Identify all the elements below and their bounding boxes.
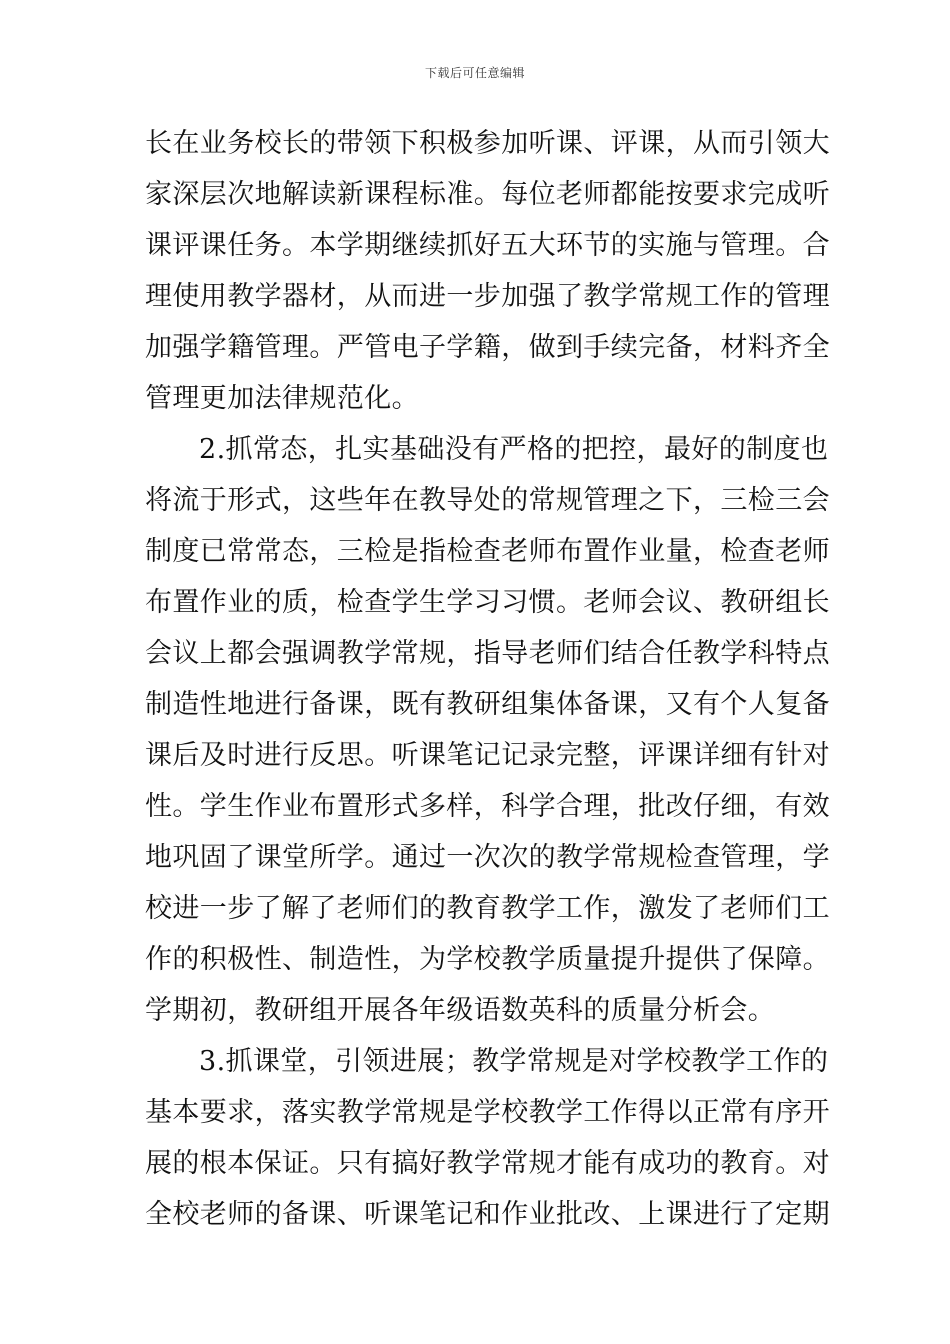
text-line: 性。学生作业布置形式多样，科学合理，批改仔细，有效 <box>145 791 830 822</box>
text-line: 课后及时进行反思。听课笔记记录完整，评课详细有针对 <box>145 740 830 771</box>
text-line: 会议上都会强调教学常规，指导老师们结合任教学科特点 <box>145 638 830 669</box>
paragraph-first-line: 3.抓课堂，引领进展；教学常规是对学校教学工作的 <box>199 1046 829 1077</box>
text-line: 制造性地进行备课，既有教研组集体备课，又有个人复备 <box>145 689 830 720</box>
text-line: 地巩固了课堂所学。通过一次次的教学常规检查管理，学 <box>145 842 830 873</box>
text-line: 校进一步了解了老师们的教育教学工作，激发了老师们工 <box>145 893 830 924</box>
text-line: 布置作业的质，检查学生学习习惯。老师会议、教研组长 <box>145 587 830 618</box>
text-line: 长在业务校长的带领下积极参加听课、评课，从而引领大 <box>145 128 830 159</box>
text-line: 将流于形式，这些年在教导处的常规管理之下，三检三会 <box>145 485 830 516</box>
text-line: 学期初，教研组开展各年级语数英科的质量分析会。 <box>145 995 776 1026</box>
text-line: 理使用教学器材，从而进一步加强了教学常规工作的管理 <box>145 281 830 312</box>
text-line: 课评课任务。本学期继续抓好五大环节的实施与管理。合 <box>145 230 830 261</box>
text-line: 展的根本保证。只有搞好教学常规才能有成功的教育。对 <box>145 1148 830 1179</box>
text-line: 家深层次地解读新课程标准。每位老师都能按要求完成听 <box>145 179 830 210</box>
document-body <box>145 118 830 1240</box>
text-line: 制度已常常态，三检是指检查老师布置作业量，检查老师 <box>145 536 830 567</box>
text-line: 基本要求，落实教学常规是学校教学工作得以正常有序开 <box>145 1097 830 1128</box>
text-line: 作的积极性、制造性，为学校教学质量提升提供了保障。 <box>145 944 830 975</box>
text-line: 全校老师的备课、听课笔记和作业批改、上课进行了定期 <box>145 1199 830 1230</box>
page-header-note: 下载后可任意编辑 <box>424 66 525 80</box>
paragraph-first-line: 2.抓常态，扎实基础没有严格的把控，最好的制度也 <box>199 434 829 465</box>
text-line: 加强学籍管理。严管电子学籍，做到手续完备，材料齐全 <box>145 332 830 363</box>
text-line: 管理更加法律规范化。 <box>145 383 419 414</box>
